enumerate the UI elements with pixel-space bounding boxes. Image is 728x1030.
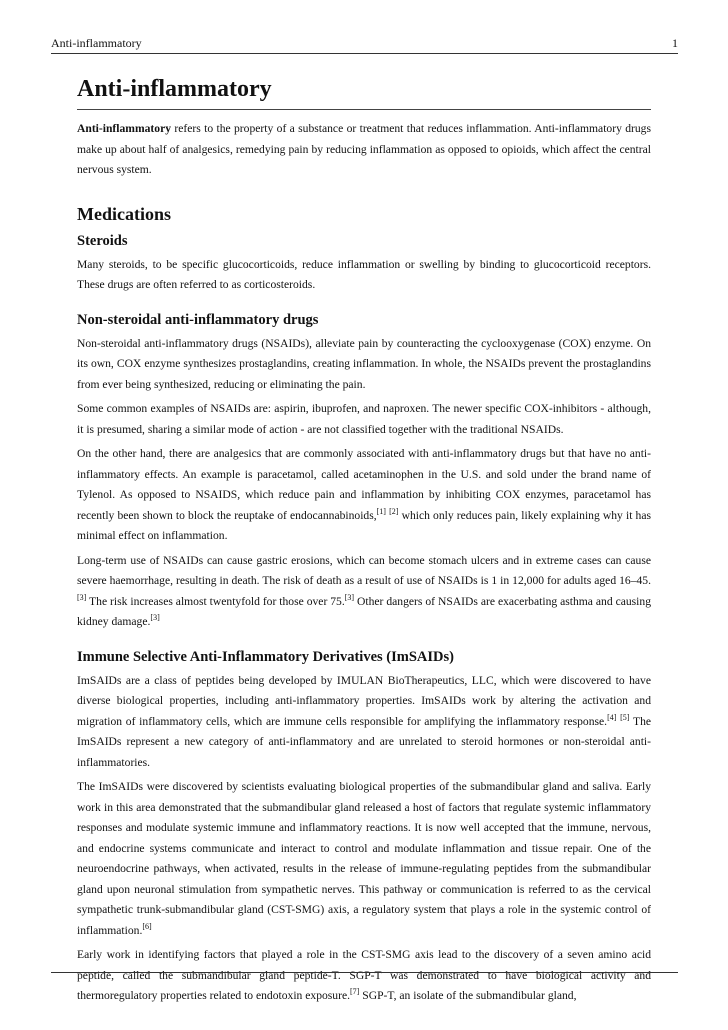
citation-link[interactable]: [2] xyxy=(389,506,399,516)
paragraph-text: Other dangers of NSAIDs are exacerbating asthma and causing kidney damage. xyxy=(77,594,651,628)
paragraph-text: Long-term use of NSAIDs can cause gastric erosions, which can become stomach ulcers and in extreme cases can cause severe haemorrhage, resulting in death. The risk of death as a result of use of NSAIDs is 1 in 12,000 for adults aged 16–45. xyxy=(77,553,651,587)
nsaids-paragraph-2: Some common examples of NSAIDs are: aspirin, ibuprofen, and naproxen. The newer specific COX-inhibitors - although, it is presumed, sharing a similar mode of action - are not classified together with the traditional NSAIDs. xyxy=(77,402,651,436)
intro-term: Anti-inflammatory xyxy=(77,122,172,135)
paragraph-text: ImSAIDs are a class of peptides being developed by IMULAN BioTherapeutics, LLC, which were discovered to have diverse biological properties, including anti-inflammatory properties. ImSAIDs work by altering the activation and migration of inflammatory cells, which are immune cells responsible for amplifying the inflammatory response. xyxy=(77,673,651,728)
running-header-title: Anti-inflammatory xyxy=(51,36,142,50)
subsection-heading-imsaids: Immune Selective Anti-Inflammatory Derivatives (ImSAIDs) xyxy=(77,648,454,665)
citation-link[interactable]: [4] xyxy=(607,712,617,722)
nsaids-paragraph-3 xyxy=(77,444,651,547)
paragraph-text: which only reduces pain, likely explaining why it has minimal effect on inflammation. xyxy=(77,508,651,542)
citation-link[interactable]: [3] xyxy=(77,592,87,602)
imsaids-paragraph-2 xyxy=(77,777,651,941)
footer-divider xyxy=(51,972,678,973)
nsaids-paragraph-4 xyxy=(77,551,651,633)
citation-link[interactable]: [3] xyxy=(150,613,160,622)
paragraph-text: On the other hand, there are analgesics that are commonly associated with anti-inflammatory drugs but that have no anti-inflammatory effects. An example is paracetamol, called acetaminophen in the U.S. and sold under the brand name of Tylenol. As opposed to NSAIDS, which reduce pain and inflammation by inhibiting COX enzymes, paracetamol has recently been shown to block the reuptake of endocannabinoids, xyxy=(77,447,651,522)
article-body xyxy=(77,74,651,1011)
page-header xyxy=(51,33,678,54)
paragraph-text: The risk increases almost twentyfold for those over 75. xyxy=(86,594,345,608)
citation-link[interactable]: [7] xyxy=(350,987,360,996)
page-number: 1 xyxy=(672,36,678,50)
citation-link[interactable]: [5] xyxy=(620,712,630,722)
citation-link[interactable]: [1] xyxy=(376,506,386,516)
imsaids-paragraph-3 xyxy=(77,945,651,1007)
nsaids-paragraph-1: Non-steroidal anti-inflammatory drugs (NSAIDs), alleviate pain by counteracting the cyclooxygenase (COX) enzyme. On its own, COX enzyme synthesizes prostaglandins, creating inflammation. In whole, the NSAIDs prevent the prostaglandins from ever being synthesized, reducing or eliminating the pain. xyxy=(77,336,651,391)
section-heading-medications: Medications xyxy=(77,203,171,224)
imsaids-paragraph-1 xyxy=(77,671,651,774)
intro-text: refers to the property of a substance or treatment that reduces inflammation. Anti-inflammatory drugs make up about half of analgesics, remedying pain by reducing inflammation as opposed to opioids, which affect the central nervous system. xyxy=(77,122,651,176)
paragraph-text: SGP-T, an isolate of the submandibular gland, xyxy=(359,989,577,1002)
intro-paragraph xyxy=(77,119,651,181)
paragraph-text: Early work in identifying factors that played a role in the CST-SMG axis lead to the discovery of a seven amino acid peptide, called the submandibular gland peptide-T. SGP-T was demonstrated to have biological activity and thermoregulatory properties related to endotoxin exposure. xyxy=(77,948,651,1002)
citation-link[interactable]: [3] xyxy=(344,592,355,602)
article-title: Anti-inflammatory xyxy=(77,74,651,110)
paragraph-text: The ImSAIDs represent a new category of anti-inflammatory and are unrelated to steroid hormones or non-steroidal anti-inflammatories. xyxy=(77,714,652,769)
subsection-heading-nsaids: Non-steroidal anti-inflammatory drugs xyxy=(77,311,319,328)
paragraph-text: The ImSAIDs were discovered by scientists evaluating biological properties of the submandibular gland and saliva. Early work in this area demonstrated that the submandibular gland released a host of factors that regulate systemic inflammatory responses and modulate systemic immune and inflammatory reactions. It is now well accepted that the immune, nervous, and endocrine systems communicate and interact to control and modulate inflammation and tissue repair. One of the neuroendocrine pathways, when activated, results in the release of immune-regulating peptides from the submandibular gland upon neuronal stimulation from sympathetic nerves. This pathway or communication is referred to as the cervical sympathetic trunk-submandibular gland (CST-SMG) axis, a regulatory system that plays a role in the systemic control of inflammation. xyxy=(77,780,651,937)
citation-link[interactable]: [6] xyxy=(142,921,152,931)
steroids-paragraph: Many steroids, to be specific glucocorticoids, reduce inflammation or swelling by binding to glucocorticoid receptors. These drugs are often referred to as corticosteroids. xyxy=(77,257,651,291)
subsection-heading-steroids: Steroids xyxy=(77,232,128,249)
